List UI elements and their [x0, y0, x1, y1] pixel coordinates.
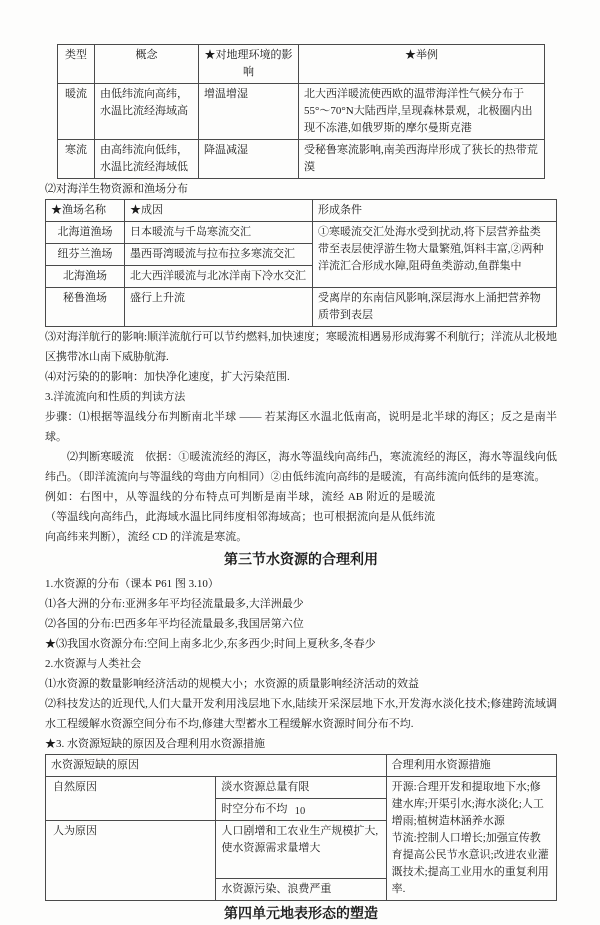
table-row — [46, 222, 557, 244]
water-shortage-table — [45, 754, 557, 901]
water-line: ⑴各大洲的分布:亚洲多年平均径流量最多,大洋洲最少 — [45, 598, 304, 610]
cell-fishery-name: 北海道渔场 — [46, 222, 125, 244]
cell-human-item: 人口剧增和工农业生产规模扩大,使水资源需求量增大 — [216, 821, 386, 879]
page-number: 10 — [294, 806, 306, 817]
cell-fishery-name: 北海渔场 — [46, 266, 125, 288]
water-line: 2.水资源与人类社会 — [45, 658, 142, 670]
fishery-section-intro: ⑵对海洋生物资源和渔场分布 — [45, 183, 188, 195]
section3-title: 3.洋流流向和性质的判读方法 — [45, 391, 186, 403]
column-header-influence: ★对地理环境的影响 — [199, 45, 299, 84]
table-header-row — [58, 45, 545, 84]
measures-open-source: 开源:合理开发和提取地下水;修建水库;开渠引水;海水淡化;人工增雨;植树造林涵养水源 — [391, 781, 544, 827]
table-row — [46, 288, 557, 327]
column-header-concept: 概念 — [95, 45, 199, 84]
table-row — [58, 140, 545, 179]
paragraph-step1: 步骤：⑴根据等温线分布判断南北半球 ―― 若某海区水温北低南高，说明是北半球的海区；反之是南半球。 — [45, 411, 557, 443]
cell-current-type: 暖流 — [58, 84, 95, 140]
measures-saving: 节流:控制人口增长;加强宣传教育提高公民节水意识;改进农业灌溉技术;提高工业用水的重复利用率. — [391, 832, 549, 895]
cell-fishery-cause: 日本暖流与千岛寒流交汇 — [125, 222, 313, 244]
cell-fishery-name: 秘鲁渔场 — [46, 288, 125, 327]
table-header-row — [46, 755, 557, 777]
cell-fishery-cause: 北大西洋暖流与北冰洋南下冷水交汇 — [125, 266, 313, 288]
cell-current-example: 北大西洋暖流使西欧的温带海洋性气候分布于 55°～70°N大陆西岸,呈现森林景观，北极圈内出现不冻港,如俄罗斯的摩尔曼斯克港 — [299, 84, 545, 140]
table-row — [58, 84, 545, 140]
cell-fishery-cause: 盛行上升流 — [125, 288, 313, 327]
water-line: ⑵科技发达的近现代,人们大量开发利用浅层地下水,陆续开采深层地下水,开发海水淡化技术;修建跨流域调水工程缓解水资源空间分布不均,修建大型蓄水工程缓解水资源时间分布不均. — [45, 698, 557, 730]
paragraph-example: 例如：右图中，从等温线的分布特点可判断是南半球，流经 AB 附近的是暖流（等温线向高纬凸，此海域水温比同纬度相邻海域高；也可根据流向是从低纬流向高纬来判断），流经 CD 的洋流是寒流。 — [45, 491, 435, 543]
cell-human-item: 水资源污染、浪费严重 — [216, 879, 386, 901]
water-line: ★⑶我国水资源分布:空间上南多北少,东多西少;时间上夏秋多,冬春少 — [45, 638, 376, 650]
cell-fishery-cause: 墨西哥湾暖流与拉布拉多寒流交汇 — [125, 244, 313, 266]
cell-current-influence: 增温增湿 — [199, 84, 299, 140]
cell-current-influence: 降温减湿 — [199, 140, 299, 179]
column-header-cause: ★成因 — [125, 200, 313, 222]
cell-current-concept: 由低纬流向高纬，水温比流经海域高 — [95, 84, 199, 140]
water-line: 1.水资源的分布（课本 P61 图 3.10） — [45, 578, 219, 590]
water-line: ⑵各国的分布:巴西多年平均径流量最多,我国居第六位 — [45, 618, 304, 630]
cell-current-example: 受秘鲁寒流影响,南美西海岸形成了狭长的热带荒漠 — [299, 140, 545, 179]
fishery-table — [45, 199, 557, 327]
water-line: ⑴水资源的数量影响经济活动的规模大小；水资源的质量影响经济活动的效益 — [45, 678, 419, 690]
unit-heading-landforms: 第四单元地表形态的塑造 — [224, 907, 378, 922]
cell-fishery-name: 纽芬兰渔场 — [46, 244, 125, 266]
cell-natural-item: 时空分布不均 — [216, 799, 386, 821]
table-row — [46, 777, 557, 799]
paragraph-step2: ⑵判断寒暖流 依据：①暖流流经的海区，海水等温线向高纬凸，寒流流经的海区，海水等温线向低纬凸。（即洋流流向与等温线的弯曲方向相同）②由低纬流向高纬的是暖流，有高纬流向低纬的是寒流。 — [45, 451, 557, 483]
cell-current-concept: 由高纬流向低纬，水温比流经海域低 — [95, 140, 199, 179]
table-header-row — [46, 200, 557, 222]
cell-natural-item: 淡水资源总量有限 — [216, 777, 386, 799]
cell-human-label: 人为原因 — [46, 821, 216, 901]
column-header-type: 类型 — [58, 45, 95, 84]
ocean-current-table — [57, 44, 545, 179]
column-header-measures: 合理利用水资源措施 — [386, 755, 556, 777]
water-line: ★3. 水资源短缺的原因及合理利用水资源措施 — [45, 738, 265, 750]
cell-natural-label: 自然原因 — [46, 777, 216, 821]
paragraph-navigation-effect: ⑶对海洋航行的影响:顺洋流航行可以节约燃料,加快速度；寒暖流相遇易形成海雾不利航行；洋流从北极地区携带冰山南下威胁航海. — [45, 331, 557, 363]
cell-current-type: 寒流 — [58, 140, 95, 179]
section-heading-water-resources: 第三节水资源的合理利用 — [224, 553, 378, 568]
column-header-shortage-cause: 水资源短缺的原因 — [46, 755, 387, 777]
cell-measures — [386, 777, 556, 901]
cell-merged-condition: ①寒暖流交汇处海水受到扰动,将下层营养盐类带至表层使浮游生物大量繁殖,饵料丰富,②两种洋流汇合形成水障,阻碍鱼类游动,鱼群集中 — [313, 222, 557, 288]
cell-fishery-condition: 受离岸的东南信风影响,深层海水上涌把营养物质带到表层 — [313, 288, 557, 327]
column-header-example: ★举例 — [299, 45, 545, 84]
column-header-fishery-name: ★渔场名称 — [46, 200, 125, 222]
column-header-condition: 形成条件 — [313, 200, 557, 222]
paragraph-pollution-effect: ⑷对污染的的影响：加快净化速度，扩大污染范围. — [45, 371, 290, 383]
